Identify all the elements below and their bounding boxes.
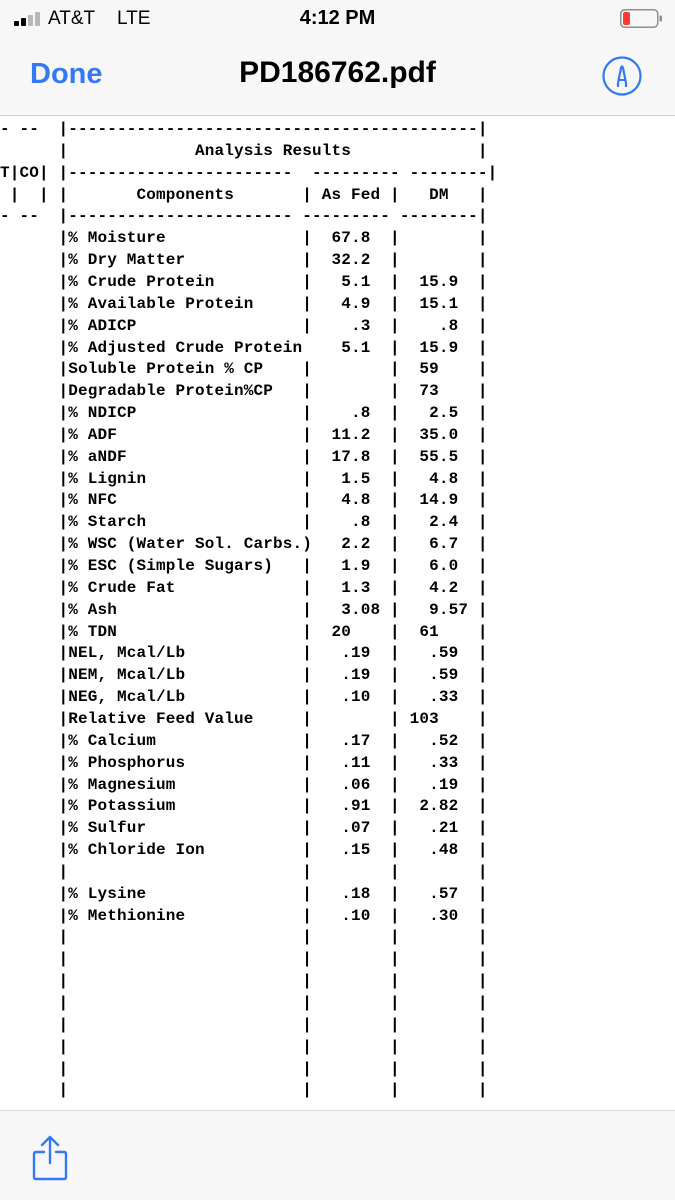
nav-bar (0, 40, 675, 116)
report-line: - -- |------------------------------------------| (0, 120, 488, 138)
report-line: |% Crude Protein | 5.1 | 15.9 | (0, 272, 488, 291)
report-line: | | | | (0, 928, 488, 947)
carrier-label: AT&T (48, 8, 96, 29)
report-line: |% Sulfur | .07 | .21 | (0, 819, 488, 838)
report-line: |% Adjusted Crude Protein 5.1 | 15.9 | (0, 338, 488, 357)
report-line: |% NFC | 4.8 | 14.9 | (0, 491, 488, 510)
report-line: |Degradable Protein%CP | | 73 | (0, 382, 488, 401)
report-line: |% Phosphorus | .11 | .33 | (0, 753, 488, 772)
markup-pen-icon[interactable] (602, 56, 642, 96)
report-line: |% Available Protein | 4.9 | 15.1 | (0, 294, 488, 313)
done-button[interactable]: Done (30, 58, 103, 90)
report-line: |% NDICP | .8 | 2.5 | (0, 404, 488, 423)
bottom-toolbar (0, 1110, 675, 1200)
report-line: |% Starch | .8 | 2.4 | (0, 513, 488, 532)
report-line: |% aNDF | 17.8 | 55.5 | (0, 447, 488, 466)
report-line: |% ADF | 11.2 | 35.0 | (0, 425, 488, 444)
report-line: | | | Components | As Fed | DM | (0, 185, 488, 204)
report-line: |NEM, Mcal/Lb | .19 | .59 | (0, 666, 488, 685)
report-line: |% Crude Fat | 1.3 | 4.2 | (0, 578, 488, 597)
report-line: |% Ash | 3.08 | 9.57 | (0, 600, 488, 619)
report-line: - -- |----------------------- --------- --------| (0, 207, 488, 226)
report-line: |% Dry Matter | 32.2 | | (0, 251, 488, 270)
status-time: 4:12 PM (299, 7, 376, 29)
report-line: | | | | (0, 1037, 488, 1056)
report-line: | Analysis Results | (0, 141, 488, 160)
report-line: |% Methionine | .10 | .30 | (0, 906, 488, 925)
report-line: |% Magnesium | .06 | .19 | (0, 775, 488, 794)
report-line: |% Potassium | .91 | 2.82 | (0, 797, 488, 816)
battery-low-icon (620, 9, 662, 28)
share-icon[interactable] (32, 1135, 68, 1181)
report-line: | | | | (0, 1081, 488, 1100)
report-line: | | | | (0, 950, 488, 969)
report-line: | | | | (0, 1059, 488, 1078)
document-title: PD186762.pdf (239, 56, 436, 89)
pdf-document-view[interactable] (0, 117, 675, 1110)
report-line: |NEG, Mcal/Lb | .10 | .33 | (0, 688, 488, 707)
report-line: |% WSC (Water Sol. Carbs.) 2.2 | 6.7 | (0, 535, 488, 554)
report-line: | | | | (0, 994, 488, 1012)
report-line: |NEL, Mcal/Lb | .19 | .59 | (0, 644, 488, 663)
report-line: |% Moisture | 67.8 | | (0, 229, 488, 248)
report-line: | | | | (0, 862, 488, 881)
report-line: | | | | (0, 1015, 488, 1034)
report-line: |% Chloride Ion | .15 | .48 | (0, 841, 488, 860)
report-line: | | | | (0, 972, 488, 991)
status-bar (0, 0, 675, 40)
report-line: |% ADICP | .3 | .8 | (0, 316, 488, 335)
report-line: |Soluble Protein % CP | | 59 | (0, 360, 488, 379)
report-line: |Relative Feed Value | | 103 | (0, 709, 488, 728)
report-line: |% Calcium | .17 | .52 | (0, 731, 488, 750)
report-line: |% TDN | 20 | 61 | (0, 622, 488, 641)
report-line: |% Lignin | 1.5 | 4.8 | (0, 469, 488, 488)
network-type-label: LTE (117, 8, 151, 29)
report-line: |% Lysine | .18 | .57 | (0, 884, 488, 903)
report-line: T|CO| |----------------------- --------- --------| (0, 163, 498, 182)
report-line: |% ESC (Simple Sugars) | 1.9 | 6.0 | (0, 557, 488, 575)
